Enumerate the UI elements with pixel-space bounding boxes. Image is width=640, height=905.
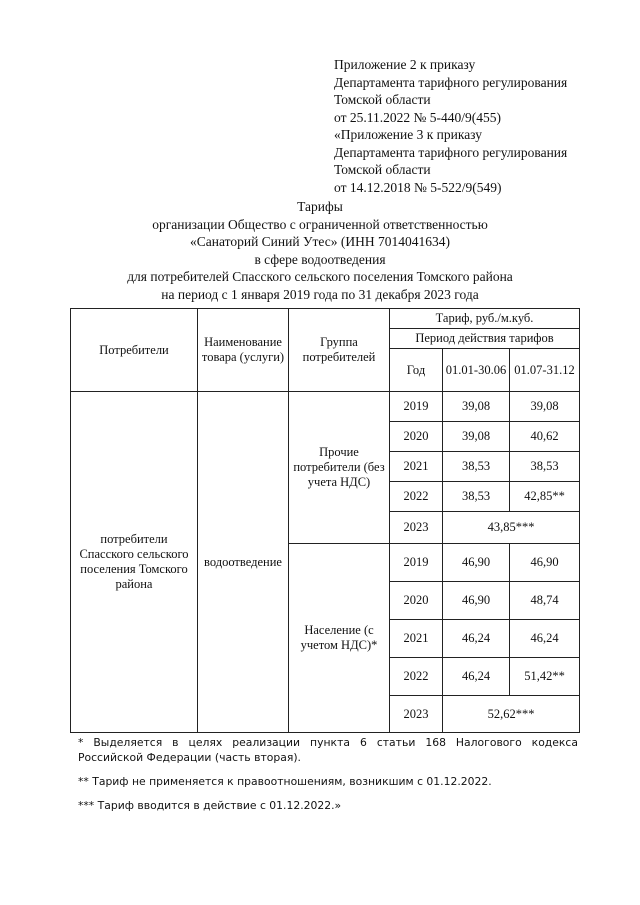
title-line: на период с 1 января 2019 года по 31 декабря 2023 года [161,286,479,302]
year-cell: 2019 [390,544,443,582]
product-cell: водоотведение [198,392,289,733]
tariff-table [70,308,580,733]
title-line: Тарифы [297,199,343,214]
tariff-cell: 38,53 [443,482,510,512]
header-tariff: Тариф, руб./м.куб. [390,309,580,329]
tariff-cell: 46,90 [510,544,580,582]
year-cell: 2021 [390,452,443,482]
tariff-cell: 46,24 [443,658,510,696]
header-product: Наименование товара (услуги) [198,309,289,392]
footnote: ** Тариф не применяется к правоотношениям, возникшим с 01.12.2022. [78,775,492,788]
title-line: в сфере водоотведения [254,251,386,267]
header-year: Год [390,349,443,392]
header-half2: 01.07-31.12 [510,349,580,392]
title-line: «Санаторий Синий Утес» (ИНН 7014041634) [190,234,450,249]
header-group: Группа потребителей [289,309,390,392]
tariff-cell-merged: 52,62*** [443,696,580,733]
year-cell: 2019 [390,392,443,422]
appendix-line: Томской области [334,92,431,107]
year-cell: 2020 [390,422,443,452]
year-cell: 2023 [390,512,443,544]
tariff-cell: 42,85** [510,482,580,512]
header-period: Период действия тарифов [390,329,580,349]
year-cell: 2020 [390,582,443,620]
tariff-cell: 39,08 [443,422,510,452]
tariff-cell: 46,90 [443,544,510,582]
year-cell: 2023 [390,696,443,733]
year-cell: 2022 [390,482,443,512]
tariff-cell: 48,74 [510,582,580,620]
tariff-cell: 39,08 [510,392,580,422]
consumers-cell: потребители Спасского сельского поселения Томского района [71,392,198,733]
appendix-line: Департамента тарифного регулирования [334,74,568,90]
tariff-cell: 38,53 [510,452,580,482]
header-consumers: Потребители [71,309,198,392]
tariff-cell: 46,24 [443,620,510,658]
tariff-cell: 46,24 [510,620,580,658]
tariff-cell: 38,53 [443,452,510,482]
year-cell: 2022 [390,658,443,696]
appendix-line: Департамента тарифного регулирования [334,144,568,160]
tariff-cell: 39,08 [443,392,510,422]
footnote: * Выделяется в целях реализации пункта 6 статьи 168 Налогового кодекса Российской Федерации (часть вторая). [78,736,578,764]
group-cell-population: Население (с учетом НДС)* [289,544,390,733]
document-title [0,198,640,303]
appendix-line: Приложение 2 к приказу [334,57,476,72]
appendix-line: от 14.12.2018 № 5-522/9(549) [334,179,502,195]
appendix-line: «Приложение 3 к приказу [334,127,482,142]
tariff-cell-merged: 43,85*** [443,512,580,544]
group-cell-other: Прочие потребители (без учета НДС) [289,392,390,544]
footnotes [78,735,578,822]
tariff-cell: 51,42** [510,658,580,696]
footnote: *** Тариф вводится в действие с 01.12.2022.» [78,799,342,812]
appendix-header [334,56,624,196]
appendix-line: Томской области [334,162,431,177]
appendix-line: от 25.11.2022 № 5-440/9(455) [334,109,501,125]
title-line: организации Общество с ограниченной ответственностью [152,216,488,232]
header-half1: 01.01-30.06 [443,349,510,392]
title-line: для потребителей Спасского сельского поселения Томского района [127,269,513,284]
tariff-cell: 40,62 [510,422,580,452]
year-cell: 2021 [390,620,443,658]
tariff-cell: 46,90 [443,582,510,620]
